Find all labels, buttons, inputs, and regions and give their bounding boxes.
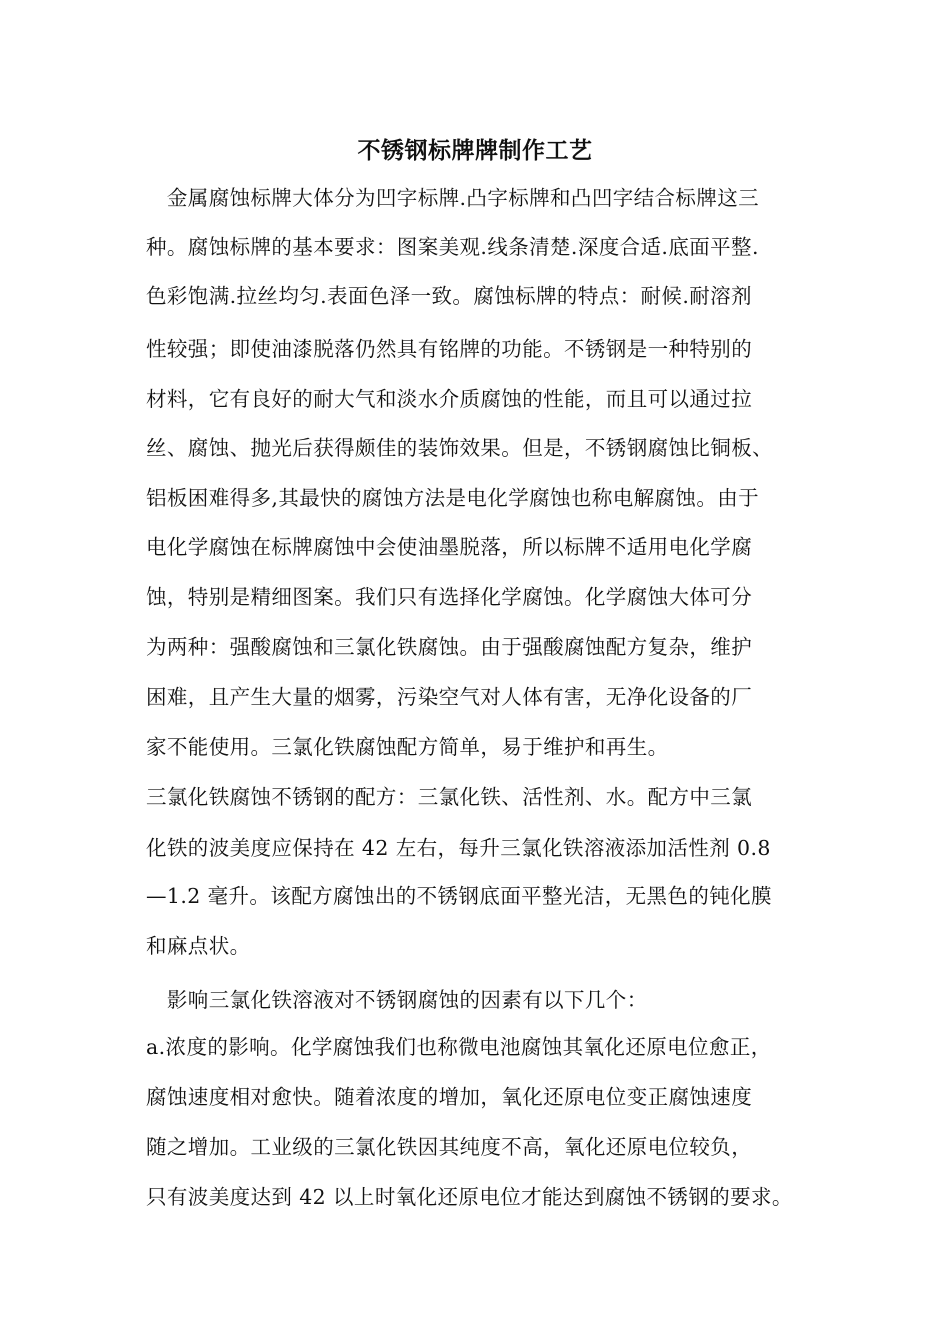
paragraph-line: 影响三氯化铁溶液对不锈钢腐蚀的因素有以下几个： (146, 988, 648, 1012)
paragraph-line: 蚀，特别是精细图案。我们只有选择化学腐蚀。化学腐蚀大体可分 (146, 585, 753, 609)
paragraph-line: 性较强；即使油漆脱落仍然具有铭牌的功能。不锈钢是一种特别的 (146, 337, 753, 361)
paragraph-line: 只有波美度达到 42 以上时氧化还原电位才能达到腐蚀不锈钢的要求。 (146, 1185, 793, 1209)
paragraph-line: 色彩饱满.拉丝均匀.表面色泽一致。腐蚀标牌的特点：耐候.耐溶剂 (146, 284, 752, 308)
paragraph-line: 金属腐蚀标牌大体分为凹字标牌.凸字标牌和凸凹字结合标牌这三 (146, 186, 760, 210)
paragraph-line: 丝、腐蚀、抛光后获得颇佳的装饰效果。但是，不锈钢腐蚀比铜板、 (146, 436, 773, 460)
paragraph-line: 化铁的波美度应保持在 42 左右，每升三氯化铁溶液添加活性剂 0.8 (146, 836, 771, 860)
paragraph-line: —1.2 毫升。该配方腐蚀出的不锈钢底面平整光洁，无黑色的钝化膜 (146, 884, 772, 908)
paragraph-line: 材料，它有良好的耐大气和淡水介质腐蚀的性能，而且可以通过拉 (146, 387, 753, 411)
paragraph-line: 铝板困难得多,其最快的腐蚀方法是电化学腐蚀也称电解腐蚀。由于 (146, 486, 760, 510)
paragraph-line: 困难，且产生大量的烟雾，污染空气对人体有害，无净化设备的厂 (146, 685, 753, 709)
paragraph-line: a.浓度的影响。化学腐蚀我们也称微电池腐蚀其氧化还原电位愈正， (146, 1035, 772, 1059)
paragraph-line: 电化学腐蚀在标牌腐蚀中会使油墨脱落，所以标牌不适用电化学腐 (146, 535, 753, 559)
paragraph-line: 种。腐蚀标牌的基本要求：图案美观.线条清楚.深度合适.底面平整. (146, 235, 759, 259)
paragraph-line: 三氯化铁腐蚀不锈钢的配方：三氯化铁、活性剂、水。配方中三氯 (146, 785, 753, 809)
paragraph-line: 为两种：强酸腐蚀和三氯化铁腐蚀。由于强酸腐蚀配方复杂，维护 (146, 635, 753, 659)
paragraph-line: 随之增加。工业级的三氯化铁因其纯度不高，氧化还原电位较负， (146, 1135, 753, 1159)
paragraph-line: 腐蚀速度相对愈快。随着浓度的增加，氧化还原电位变正腐蚀速度 (146, 1085, 753, 1109)
document-title: 不锈钢标牌牌制作工艺 (357, 137, 593, 164)
paragraph-line: 家不能使用。三氯化铁腐蚀配方简单，易于维护和再生。 (146, 735, 669, 759)
paragraph-line: 和麻点状。 (146, 934, 251, 958)
